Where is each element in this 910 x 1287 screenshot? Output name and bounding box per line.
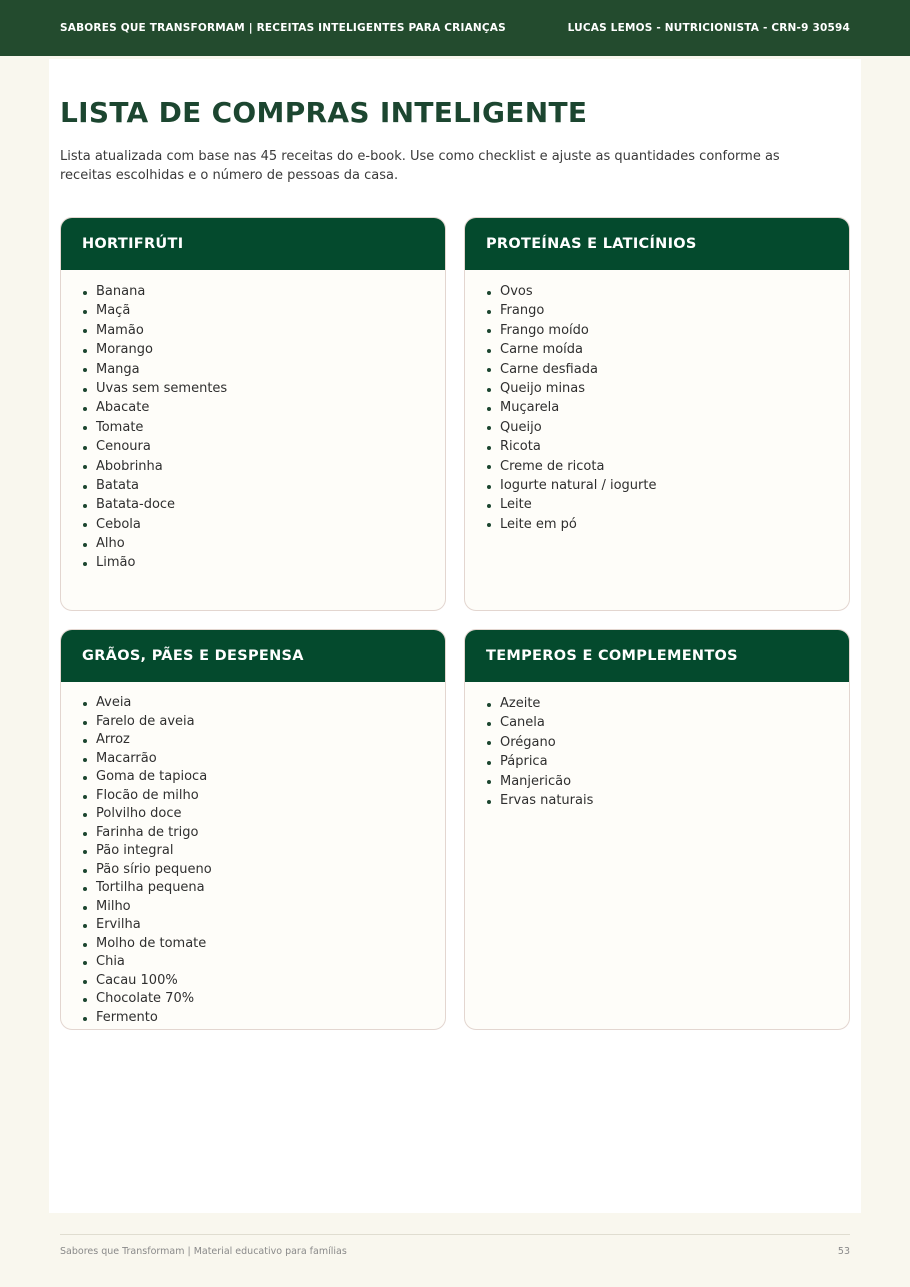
list-item: Carne desfiada	[487, 360, 849, 379]
list-item: Polvilho doce	[83, 805, 445, 824]
card-graos	[60, 629, 446, 1030]
list-item: Farinha de trigo	[83, 824, 445, 843]
list-item: Ricota	[487, 437, 849, 456]
list-item: Banana	[83, 282, 445, 301]
list-item: Flocão de milho	[83, 787, 445, 806]
list-item: Ervas naturais	[487, 791, 849, 810]
list-item: Cacau 100%	[83, 972, 445, 991]
list-item: Leite em pó	[487, 515, 849, 534]
list-item: Maçã	[83, 301, 445, 320]
list-item: Queijo	[487, 418, 849, 437]
list-item: Batata-doce	[83, 495, 445, 514]
header-book-title: SABORES QUE TRANSFORMAM | RECEITAS INTELIGENTES PARA CRIANÇAS	[60, 22, 506, 34]
list-item: Farelo de aveia	[83, 713, 445, 732]
list-item: Ervilha	[83, 916, 445, 935]
footer-text: Sabores que Transformam | Material educativo para famílias	[60, 1246, 347, 1257]
footer-divider	[60, 1234, 850, 1235]
header-author: LUCAS LEMOS - NUTRICIONISTA - CRN-9 30594	[567, 22, 850, 34]
list-item: Ovos	[487, 282, 849, 301]
card-proteinas	[464, 217, 850, 611]
card-title: PROTEÍNAS E LATICÍNIOS	[465, 218, 849, 270]
list-item: Abacate	[83, 398, 445, 417]
list-item: Canela	[487, 713, 849, 732]
list-item: Frango moído	[487, 321, 849, 340]
page-title: LISTA DE COMPRAS INTELIGENTE	[60, 96, 588, 129]
list-item: Carne moída	[487, 340, 849, 359]
list-item: Batata	[83, 476, 445, 495]
list-item: Uvas sem sementes	[83, 379, 445, 398]
card-title: GRÃOS, PÃES E DESPENSA	[61, 630, 445, 682]
list-item: Milho	[83, 898, 445, 917]
item-list	[61, 270, 445, 573]
list-item: Páprica	[487, 752, 849, 771]
list-item: Tortilha pequena	[83, 879, 445, 898]
list-item: Cenoura	[83, 437, 445, 456]
list-item: Abobrinha	[83, 457, 445, 476]
card-hortifruti	[60, 217, 446, 611]
list-item: Molho de tomate	[83, 935, 445, 954]
list-item: Queijo minas	[487, 379, 849, 398]
list-item: Aveia	[83, 694, 445, 713]
list-item: Orégano	[487, 733, 849, 752]
list-item: Azeite	[487, 694, 849, 713]
item-list	[465, 682, 849, 810]
list-item: Muçarela	[487, 398, 849, 417]
list-item: Pão integral	[83, 842, 445, 861]
item-list	[61, 682, 445, 1027]
list-item: Macarrão	[83, 750, 445, 769]
list-item: Arroz	[83, 731, 445, 750]
list-item: Goma de tapioca	[83, 768, 445, 787]
list-item: Fermento	[83, 1009, 445, 1028]
list-item: Creme de ricota	[487, 457, 849, 476]
list-item: Chocolate 70%	[83, 990, 445, 1009]
list-item: Limão	[83, 553, 445, 572]
list-item: Iogurte natural / iogurte	[487, 476, 849, 495]
card-temperos	[464, 629, 850, 1030]
page-intro: Lista atualizada com base nas 45 receitas do e-book. Use como checklist e ajuste as quantidades conforme as receitas escolhidas e o número de pessoas da casa.	[60, 149, 780, 183]
list-item: Tomate	[83, 418, 445, 437]
list-item: Manga	[83, 360, 445, 379]
card-title: HORTIFRÚTI	[61, 218, 445, 270]
list-item: Chia	[83, 953, 445, 972]
card-title: TEMPEROS E COMPLEMENTOS	[465, 630, 849, 682]
item-list	[465, 270, 849, 534]
page-number: 53	[837, 1246, 850, 1257]
list-item: Mamão	[83, 321, 445, 340]
list-item: Leite	[487, 495, 849, 514]
list-item: Morango	[83, 340, 445, 359]
list-item: Manjericão	[487, 772, 849, 791]
list-item: Cebola	[83, 515, 445, 534]
list-item: Pão sírio pequeno	[83, 861, 445, 880]
top-header-bar	[0, 0, 910, 56]
list-item: Alho	[83, 534, 445, 553]
list-item: Frango	[487, 301, 849, 320]
